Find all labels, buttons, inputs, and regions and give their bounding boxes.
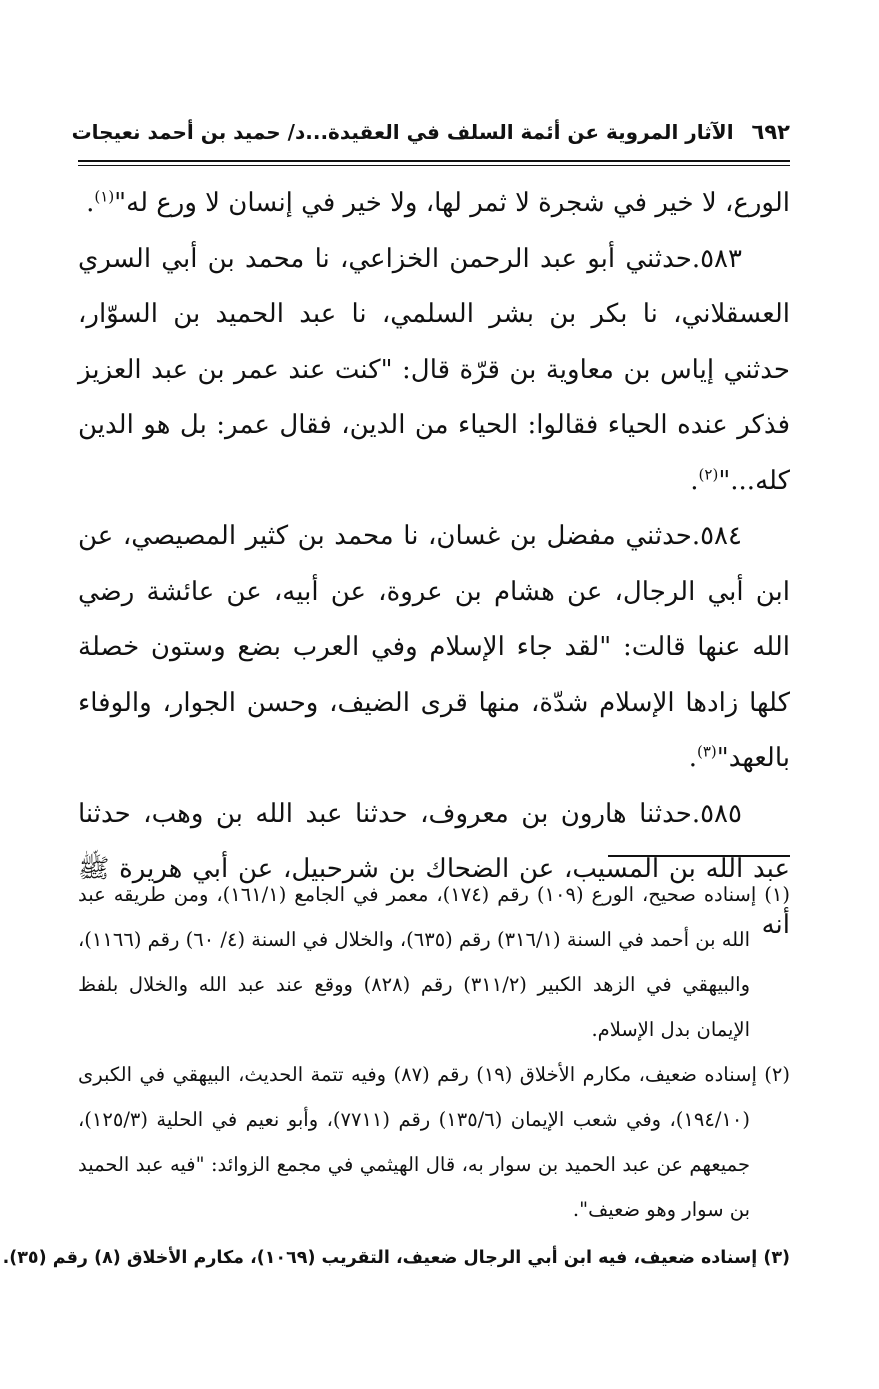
footnote-marker: (٢)	[764, 1063, 790, 1086]
footnote-ref-1: (١)	[94, 187, 115, 206]
paragraph-continuation: الورع، لا خير في شجرة لا ثمر لها، ولا خير في إنسان لا ورع له"$^{(١)}$.	[86, 187, 790, 218]
book-page	[2, 110, 790, 1268]
narration-number: ٥٨٤.	[691, 521, 742, 551]
page-number: ٦٩٢	[751, 120, 790, 144]
footnote-marker: (١)	[764, 883, 790, 906]
paragraph-584: ٥٨٤.حدثني مفضل بن غسان، نا محمد بن كثير المصيصي، عن ابن أبي الرجال، عن هشام بن عروة، عن أبيه، عن عائشة رضي الله عنها قالت: "لقد جاء الإسلام وفي العرب بضع وستون خصلة كلها زادها الإسلام شدّة، منها قرى الضيف، وحسن الجوار، والوفاء بالعهد"$^{(٣)}$.	[78, 521, 790, 773]
paragraph-583: ٥٨٣.حدثني أبو عبد الرحمن الخزاعي، نا محمد بن أبي السري العسقلاني، نا بكر بن بشر السلمي، نا عبد الحميد بن السوّار، حدثني إياس بن معاوية بن قرّة قال: "كنت عند عمر بن عبد العزيز فذكر عنده الحياء فقالوا: الحياء من الدين، فقال عمر: بل هو الدين كله..."$^{(٢)}$.	[78, 243, 790, 496]
paragraph-585: ٥٨٥.حدثنا هارون بن معروف، حدثنا عبد الله بن وهب، حدثنا عبد الله بن المسيب، عن الضحاك بن شرحبيل، عن أبي هريرة ﷺ أنه	[78, 798, 790, 940]
footnote-1: (١) إسناده صحيح، الورع (١٠٩) رقم (١٧٤)، معمر في الجامع (١٦١/١)، ومن طريقه عبد الله بن أحمد في السنة (٣١٦/١) رقم (٦٣٥)، والخلال في السنة (٤/ ٦٠) رقم (١١٦٦)، والبيهقي في الزهد الكبير (٣١١/٢) رقم (٨٢٨) ووقع عند عبد الله والخلال بلفظ الإيمان بدل الإسلام.	[78, 883, 790, 1041]
footnote-marker: (٣)	[763, 1248, 790, 1268]
running-header	[71, 110, 790, 154]
header-rule-thick	[78, 160, 790, 162]
header-rule-thin	[78, 165, 790, 166]
narration-number: ٥٨٥.	[691, 798, 742, 829]
footnote-3: (٣) إسناده ضعيف، فيه ابن أبي الرجال ضعيف، التقريب (١٠٦٩)، مكارم الأخلاق (٨) رقم (٣٥).	[2, 1248, 790, 1268]
footnote-ref-3: (٣)	[697, 742, 717, 761]
main-text	[78, 176, 790, 953]
footnote-2: (٢) إسناده ضعيف، مكارم الأخلاق (١٩) رقم (٨٧) وفيه تتمة الحديث، البيهقي في الكبرى (١٩٤/١٠)، وفي شعب الإيمان (١٣٥/٦) رقم (٧٧١١)، وأبو نعيم في الحلية (١٢٥/٣)، جميعهم عن عبد الحميد بن سوار به، قال الهيثمي في مجمع الزوائد: "فيه عبد الحميد بن سوار وهو ضعيف".	[78, 1063, 790, 1221]
footnote-divider	[608, 855, 790, 857]
footnote-ref-2: (٢)	[698, 464, 719, 483]
footnotes	[2, 872, 790, 1281]
narration-number: ٥٨٣.	[691, 243, 742, 274]
running-title: الآثار المروية عن أئمة السلف في العقيدة...د/ حميد بن أحمد نعيجات	[71, 120, 734, 144]
